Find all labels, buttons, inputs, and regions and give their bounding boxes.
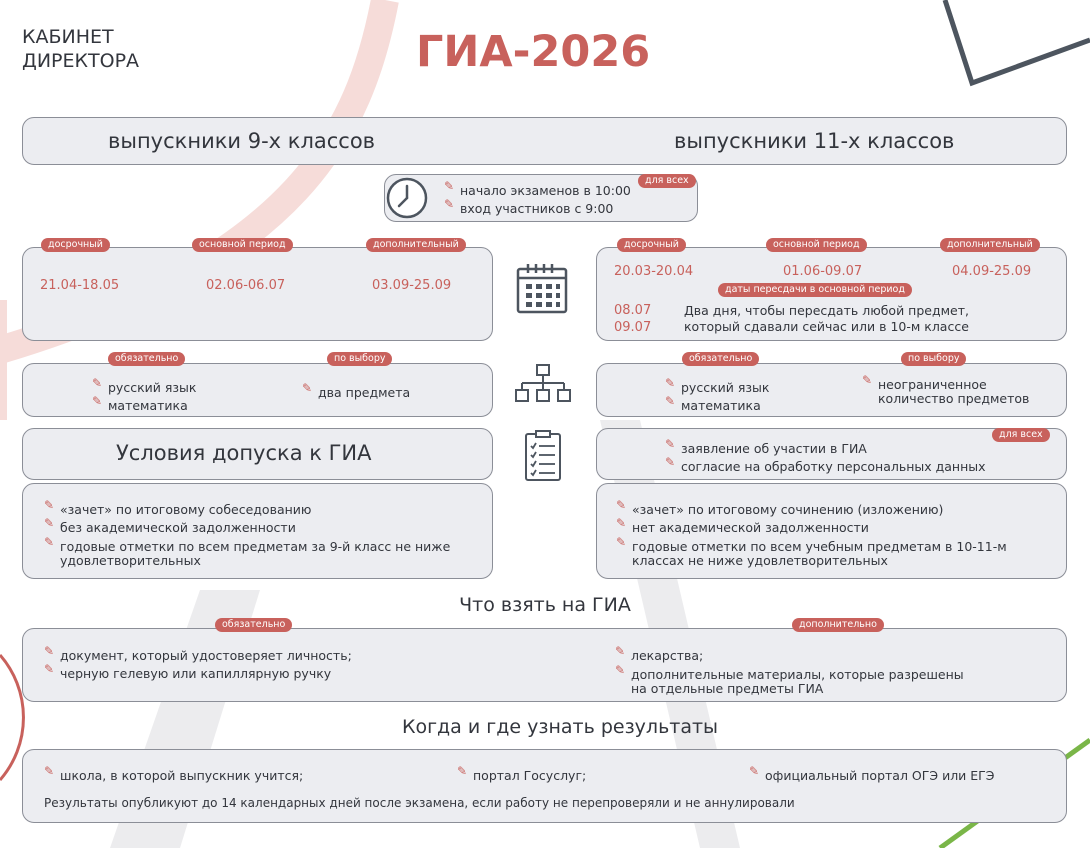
g9-tag-required: обязательно <box>108 352 185 366</box>
admission-tag: для всех <box>992 428 1050 442</box>
admission-app-1-text: заявление об участии в ГИА <box>681 441 867 456</box>
g11-condition-3-line-2: классах не ниже удовлетворительных <box>632 553 888 568</box>
g11-subject-optional-line-1: неограниченное <box>878 377 987 392</box>
results-where-1-text: школа, в которой выпускник учится; <box>60 768 304 783</box>
bring-title: Что взять на ГИА <box>459 594 631 616</box>
pencil-icon: ✎ <box>665 394 676 408</box>
g9-early-dates: 21.04-18.05 <box>40 278 120 293</box>
g9-subject-math <box>92 394 188 414</box>
checklist-icon <box>523 430 563 482</box>
bring-required-2-text: черную гелевую или капиллярную ручку <box>60 666 332 681</box>
results-where-2 <box>457 764 587 784</box>
g9-tag-early: досрочный <box>41 238 110 252</box>
pencil-icon: ✎ <box>444 179 455 193</box>
g11-condition-2-text: нет академической задолженности <box>632 520 869 535</box>
pencil-icon: ✎ <box>862 373 873 387</box>
grade11-title: выпускники 11-х классов <box>674 129 955 153</box>
g9-tag-extra: дополнительный <box>366 238 466 252</box>
g11-tag-main: основной период <box>766 238 867 252</box>
pencil-icon: ✎ <box>44 644 55 658</box>
g9-condition-2 <box>44 516 296 536</box>
g9-condition-2-text: без академической задолженности <box>60 520 296 535</box>
g11-main-dates: 01.06-09.07 <box>783 264 863 279</box>
g11-tag-optional: по выбору <box>901 352 966 366</box>
pencil-icon: ✎ <box>44 498 55 512</box>
g11-condition-2 <box>616 516 869 536</box>
pencil-icon: ✎ <box>665 437 676 451</box>
hierarchy-icon <box>514 364 572 404</box>
pencil-icon: ✎ <box>665 376 676 390</box>
results-where-3-text: официальный портал ОГЭ или ЕГЭ <box>765 768 995 783</box>
pencil-icon: ✎ <box>616 516 627 530</box>
admission-app-2-text: согласие на обработку персональных данных <box>681 459 986 474</box>
grade9-title: выпускники 9-х классов <box>108 129 376 153</box>
brand-line-2: ДИРЕКТОРА <box>22 50 140 72</box>
g11-tag-early: досрочный <box>617 238 686 252</box>
g9-condition-3-line-2: удовлетворительных <box>60 553 201 568</box>
g11-subject-optional-line-2: количество предметов <box>878 391 1030 406</box>
g11-early-dates: 20.03-20.04 <box>614 264 694 279</box>
g9-condition-1-text: «зачет» по итоговому собеседованию <box>60 502 312 517</box>
pencil-icon: ✎ <box>444 197 455 211</box>
g9-periods-box <box>22 247 493 341</box>
results-where-2-text: портал Госуслуг; <box>473 768 587 783</box>
bring-required-1 <box>44 644 352 664</box>
g9-tag-optional: по выбору <box>327 352 392 366</box>
time-tag: для всех <box>638 174 696 188</box>
g11-condition-1-text: «зачет» по итоговому сочинению (изложению) <box>632 502 944 517</box>
g11-tag-required: обязательно <box>682 352 759 366</box>
g11-retake-date-2: 09.07 <box>614 320 652 335</box>
g9-subject-math-text: математика <box>108 398 188 413</box>
g11-condition-3-line-1: годовые отметки по всем учебным предметам в 10-11-м <box>632 539 1007 554</box>
bring-required-2 <box>44 662 332 682</box>
results-title: Когда и где узнать результаты <box>401 716 719 738</box>
admission-title: Условия допуска к ГИА <box>116 441 372 465</box>
bring-tag-required: обязательно <box>215 618 292 632</box>
pencil-icon: ✎ <box>44 516 55 530</box>
pencil-icon: ✎ <box>616 535 627 549</box>
time-start-text: начало экзаменов в 10:00 <box>460 183 631 198</box>
g11-retake-date-1: 08.07 <box>614 303 652 318</box>
g9-subject-optional-text: два предмета <box>318 385 411 400</box>
g11-tag-extra: дополнительный <box>940 238 1040 252</box>
pencil-icon: ✎ <box>615 663 626 677</box>
pencil-icon: ✎ <box>44 535 55 549</box>
g11-condition-1 <box>616 498 944 518</box>
calendar-icon <box>516 262 568 314</box>
page-title: ГИА-2026 <box>416 27 651 77</box>
pencil-icon: ✎ <box>665 455 676 469</box>
g9-condition-1 <box>44 498 312 518</box>
pencil-icon: ✎ <box>615 644 626 658</box>
time-start <box>444 179 631 199</box>
pencil-icon: ✎ <box>457 764 468 778</box>
pencil-icon: ✎ <box>302 381 313 395</box>
g9-subject-russian <box>92 376 197 396</box>
admission-app-2 <box>665 455 986 475</box>
g9-condition-3-line-1: годовые отметки по всем предметам за 9-й класс не ниже <box>60 539 451 554</box>
clock-icon <box>385 176 429 220</box>
results-where-1 <box>44 764 304 784</box>
bring-extra-1-text: лекарства; <box>631 648 704 663</box>
g11-extra-dates: 04.09-25.09 <box>952 264 1032 279</box>
g11-subject-math <box>665 394 761 414</box>
bring-required-1-text: документ, который удостоверяет личность; <box>60 648 352 663</box>
time-entry <box>444 197 614 217</box>
g11-subject-russian-text: русский язык <box>681 380 770 395</box>
bring-extra-1 <box>615 644 704 664</box>
pencil-icon: ✎ <box>44 662 55 676</box>
admission-app-1 <box>665 437 867 457</box>
results-note: Результаты опубликуют до 14 календарных дней после экзамена, если работу не перепроверяли и не аннулировали <box>44 796 795 810</box>
pencil-icon: ✎ <box>616 498 627 512</box>
g9-extra-dates: 03.09-25.09 <box>372 278 452 293</box>
pencil-icon: ✎ <box>749 764 760 778</box>
pencil-icon: ✎ <box>92 394 103 408</box>
pencil-icon: ✎ <box>44 764 55 778</box>
g9-subject-russian-text: русский язык <box>108 380 197 395</box>
g11-subject-russian <box>665 376 770 396</box>
bring-extra-2-line-1: дополнительные материалы, которые разрешены <box>631 667 964 682</box>
g11-retake-line-2: который сдавали сейчас или в 10-м классе <box>684 319 969 334</box>
pencil-icon: ✎ <box>92 376 103 390</box>
time-entry-text: вход участников с 9:00 <box>460 201 614 216</box>
g9-subject-optional <box>302 381 411 401</box>
g11-subject-math-text: математика <box>681 398 761 413</box>
bring-tag-extra: дополнительно <box>792 618 884 632</box>
g11-retake-tag: даты пересдачи в основной период <box>718 283 912 297</box>
g9-main-dates: 02.06-06.07 <box>206 278 286 293</box>
g9-tag-main: основной период <box>192 238 293 252</box>
g11-retake-line-1: Два дня, чтобы пересдать любой предмет, <box>684 303 969 318</box>
brand-line-1: КАБИНЕТ <box>22 26 114 48</box>
results-where-3 <box>749 764 995 784</box>
bring-extra-2-line-2: на отдельные предметы ГИА <box>631 681 824 696</box>
